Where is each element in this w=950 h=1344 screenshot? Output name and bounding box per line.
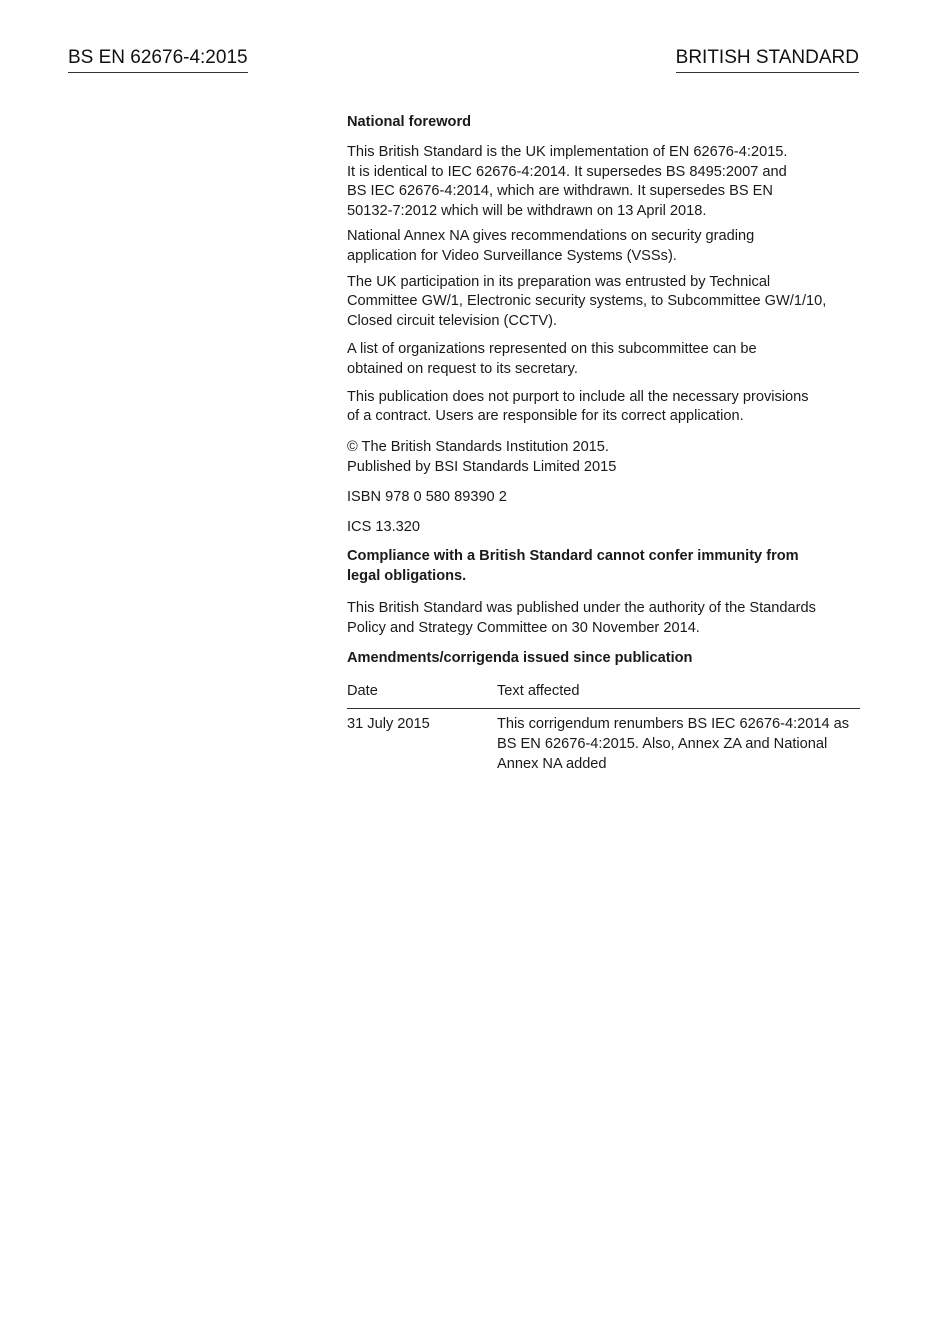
text-line: Published by BSI Standards Limited 2015 — [347, 458, 617, 475]
text-line: Committee GW/1, Electronic security systems, to Subcommittee GW/1/10, — [347, 293, 827, 310]
amendment-text — [497, 709, 860, 775]
text-line: National Annex NA gives recommendations on security grading — [347, 227, 755, 244]
text-line: Compliance with a British Standard cannot confer immunity from — [347, 548, 799, 565]
foreword-paragraph-implementation — [347, 143, 861, 222]
column-header-date: Date — [347, 682, 497, 708]
text-line: A list of organizations represented on this subcommittee can be — [347, 340, 757, 357]
copyright-notice — [347, 438, 861, 478]
text-line: 50132-7:2012 which will be withdrawn on 13 April 2018. — [347, 203, 707, 220]
amendment-date: 31 July 2015 — [347, 716, 430, 733]
isbn: ISBN 978 0 580 89390 2 — [347, 488, 507, 505]
text-line: legal obligations. — [347, 568, 467, 585]
ics-code: ICS 13.320 — [347, 518, 421, 535]
foreword-column — [347, 113, 861, 775]
foreword-paragraph-annex — [347, 227, 861, 267]
foreword-paragraph-participation — [347, 273, 861, 332]
amendments-title: Amendments/corrigenda issued since publication — [347, 649, 693, 666]
column-header-text-affected: Text affected — [497, 682, 860, 708]
text-line: The UK participation in its preparation was entrusted by Technical — [347, 273, 771, 290]
publication-statement — [347, 599, 861, 639]
text-line: This British Standard was published under the authority of the Standards — [347, 599, 816, 616]
text-line: Closed circuit television (CCTV). — [347, 313, 558, 330]
text-line: obtained on request to its secretary. — [347, 360, 578, 377]
text-line: BS EN 62676-4:2015. Also, Annex ZA and National — [497, 735, 828, 752]
text-line: of a contract. Users are responsible for its correct application. — [347, 408, 744, 425]
table-header-row — [347, 682, 860, 708]
text-line: This corrigendum renumbers BS IEC 62676-4:2014 as — [497, 716, 850, 733]
text-line: application for Video Surveillance Systems (VSSs). — [347, 247, 677, 264]
text-line: Policy and Strategy Committee on 30 November 2014. — [347, 619, 700, 636]
text-line: This publication does not purport to include all the necessary provisions — [347, 388, 809, 405]
text-line: It is identical to IEC 62676-4:2014. It supersedes BS 8495:2007 and — [347, 163, 787, 180]
text-line: Annex NA added — [497, 755, 607, 772]
amendments-table — [347, 682, 860, 774]
text-line: This British Standard is the UK implementation of EN 62676-4:2015. — [347, 143, 788, 160]
document-number: BS EN 62676-4:2015 — [68, 46, 248, 73]
compliance-statement — [347, 547, 861, 587]
foreword-title: National foreword — [347, 114, 472, 130]
foreword-paragraph-organizations — [347, 340, 861, 380]
text-line: BS IEC 62676-4:2014, which are withdrawn. It supersedes BS EN — [347, 183, 773, 200]
foreword-paragraph-provisions — [347, 388, 861, 428]
table-row — [347, 709, 860, 775]
series-label: BRITISH STANDARD — [676, 46, 859, 73]
text-line: © The British Standards Institution 2015. — [347, 439, 609, 456]
